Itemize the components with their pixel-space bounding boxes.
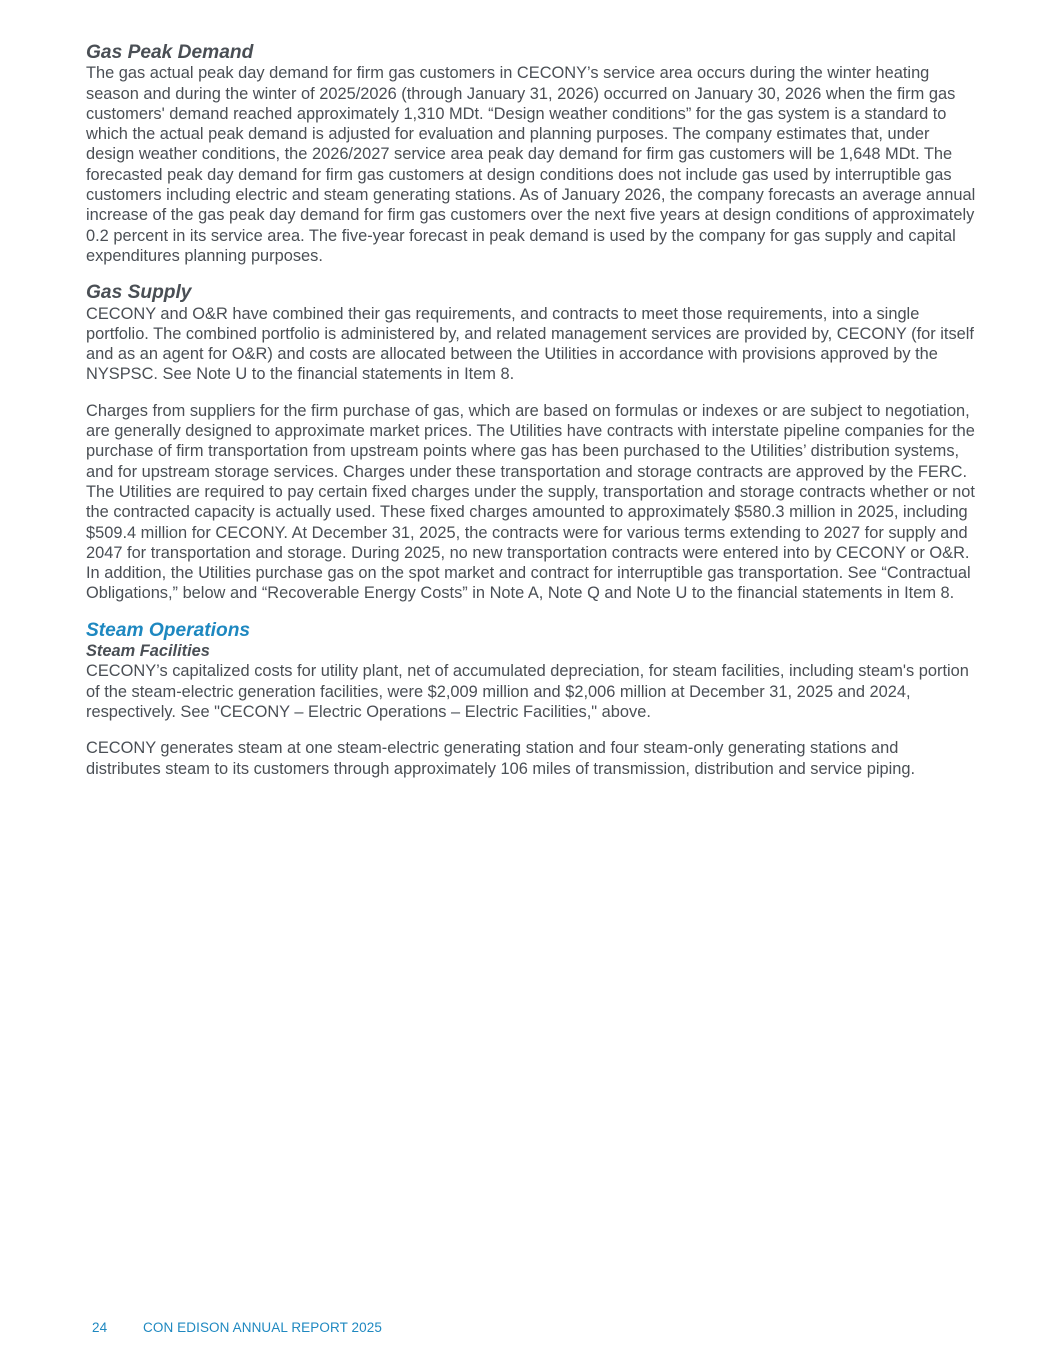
gas-supply-paragraph-1: CECONY and O&R have combined their gas requirements, and contracts to meet those requirements, into a single portfolio. The combined portfolio is administered by, and related management services are provided by, CECONY (for itself and as an agent for O&R) and costs are allocated between the Utilities in accordance with provisions approved by the NYSPSC. See Note U to the financial statements in Item 8.: [86, 304, 974, 384]
page-number: 24: [92, 1320, 108, 1335]
report-title: CON EDISON ANNUAL REPORT 2025: [143, 1320, 382, 1335]
gas-peak-demand-heading: Gas Peak Demand: [86, 42, 254, 63]
gas-peak-demand-section: [86, 43, 976, 266]
steam-operations-heading: Steam Operations: [86, 619, 251, 641]
steam-operations-section: [86, 621, 976, 779]
gas-peak-demand-paragraph: The gas actual peak day demand for firm gas customers in CECONY’s service area occurs during the winter heating season and during the winter of 2025/2026 (through January 31, 2026) occurred on January 30, 2026 when the firm gas customers' demand reached approximately 1,310 MDt. “Design weather conditions” for the gas system is a standard to which the actual peak demand is adjusted for evaluation and planning purposes. The company estimates that, under design weather conditions, the 2026/2027 service area peak day demand for firm gas customers will be 1,648 MDt. The forecasted peak day demand for firm gas customers at design conditions does not include gas used by interruptible gas customers including electric and steam generating stations. As of January 2026, the company forecasts an average annual increase of the gas peak day demand for firm gas customers over the next five years at design conditions of approximately 0.2 percent in its service area. The five-year forecast in peak demand is used by the company for gas supply and capital expenditures planning purposes.: [86, 64, 976, 265]
gas-supply-heading: Gas Supply: [86, 282, 192, 304]
steam-facilities-paragraph-2: CECONY generates steam at one steam-electric generating station and four steam-only generating stations and distributes steam to its customers through approximately 106 miles of transmission, distribution and service piping.: [86, 739, 916, 778]
gas-supply-paragraph-2: Charges from suppliers for the firm purchase of gas, which are based on formulas or indexes or are subject to negotiation, are generally designed to approximate market prices. The Utilities have contracts with interstate pipeline companies for the purchase of firm transportation from upstream points where gas has been purchased to the Utilities’ distribution systems, and for upstream storage services. Charges under these transportation and storage contracts are approved by the FERC. The Utilities are required to pay certain fixed charges under the supply, transportation and storage contracts whether or not the contracted capacity is actually used. These fixed charges amounted to approximately $580.3 million in 2025, including $509.4 million for CECONY. At December 31, 2025, the contracts were for various terms extending to 2027 for supply and 2047 for transportation and storage. During 2025, no new transportation contracts were entered into by CECONY or O&R. In addition, the Utilities purchase gas on the spot market and contract for interruptible gas transportation. See “Contractual Obligations,” below and “Recoverable Energy Costs” in Note A, Note Q and Note U to the financial statements in Item 8.: [86, 401, 975, 603]
page-footer: [92, 1320, 382, 1335]
steam-facilities-subheading: Steam Facilities: [86, 642, 210, 661]
steam-facilities-paragraph-1: CECONY’s capitalized costs for utility plant, net of accumulated depreciation, for steam facilities, including steam's portion of the steam-electric generation facilities, were $2,009 million and $2,006 million at December 31, 2025 and 2024, respectively. See "CECONY – Electric Operations – Electric Facilities," above.: [86, 662, 969, 721]
page-content: [86, 43, 976, 779]
gas-supply-section: [86, 283, 976, 603]
